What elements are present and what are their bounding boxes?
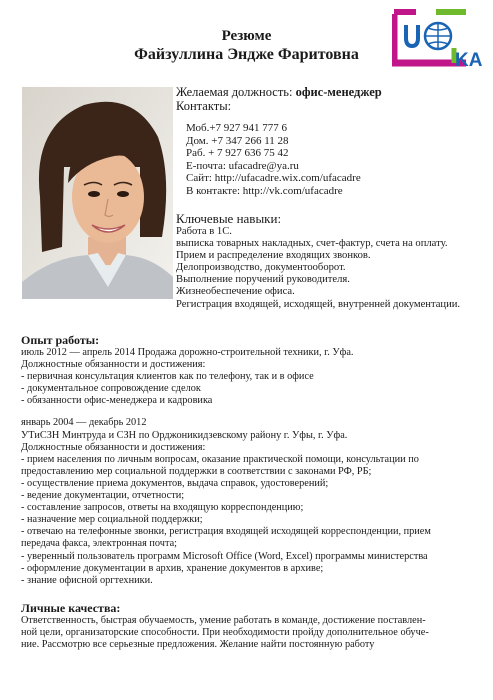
position-block: [176, 85, 382, 113]
job-company: УТиСЗН Минтруда и СЗН по Орджоникидзевскому району г. Уфы, г. Уфа.: [21, 429, 348, 441]
contact-email[interactable]: E-почта: ufacadre@ya.ru: [186, 159, 299, 172]
ufacadre-logo: [392, 8, 484, 70]
skill-item: Регистрация входящей, исходящей, внутренней документации.: [176, 298, 461, 310]
skills-list: [176, 226, 460, 311]
job-period: июль 2012 — апрель 2014 Продажа дорожно-строительной техники, г. Уфа.: [21, 347, 354, 358]
experience-title: Опыт работы:: [21, 333, 100, 347]
logo-ka-text: KA: [455, 50, 483, 70]
duty-item: - назначение мер социальной поддержки;: [21, 514, 203, 526]
duties-title: Должностные обязанности и достижения:: [21, 359, 206, 371]
contact-work: Раб. + 7 927 636 75 42: [186, 147, 289, 159]
skill-item: Делопроизводство, документооборот.: [176, 262, 346, 274]
duty-item: - документальное сопровождение сделок: [21, 383, 201, 395]
duty-item: - оформление документации в архив, хранение документов в архиве;: [21, 562, 324, 574]
personal-line: ние. Рассмотрю все серьезные предложения. Желание найти постоянную работу: [21, 638, 375, 650]
contact-site[interactable]: Сайт: http://ufacadre.wix.com/ufacadre: [186, 172, 361, 184]
desired-position: [176, 85, 382, 99]
person-name: Файзуллина Эндже Фаритовна: [134, 46, 359, 63]
duty-item: - знание офисной оргтехники.: [21, 574, 153, 586]
profile-photo: [22, 87, 173, 299]
duty-item: - прием населения по личным вопросам, оказание практической помощи, консультации по: [21, 453, 419, 465]
duties-title: Должностные обязанности и достижения:: [21, 441, 206, 453]
skill-item: Прием и распределение входящих звонков.: [176, 250, 371, 262]
duty-item: - составление запросов, ответы на входящую корреспонденцию;: [21, 502, 304, 514]
contacts-title: Контакты:: [176, 99, 232, 113]
skill-item: выписка товарных накладных, счет-фактур, счета на оплату.: [176, 238, 448, 250]
duty-item: - осуществление приема документов, выдача справок, удостоверений;: [21, 477, 329, 489]
duty-item: - обязанности офис-менеджера и кадровика: [21, 395, 213, 407]
main-section: [21, 333, 483, 651]
skills-title: Ключевые навыки:: [176, 211, 282, 226]
personal-line: ной цели, организаторские способности. При необходимости пройду дополнительное обуче-: [21, 626, 429, 638]
contact-mobile: Моб.+7 927 941 777 6: [186, 122, 288, 134]
contact-vk[interactable]: В контакте: http://vk.com/ufacadre: [186, 184, 343, 197]
position-label: Желаемая должность:: [176, 85, 293, 99]
contacts-list: [186, 122, 361, 197]
contact-home: Дом. +7 347 266 11 28: [186, 134, 289, 147]
duty-item: - отвечаю на телефонные звонки, регистрация входящей исходящей корреспонденции, прием: [21, 526, 431, 538]
skill-item: Работа в 1С.: [176, 226, 232, 237]
personal-line: Ответственность, быстрая обучаемость, умение работать в команде, достижение поставлен-: [21, 614, 426, 626]
duty-item: - ведение документации, отчетности;: [21, 490, 185, 502]
personal-title: Личные качества:: [21, 600, 121, 615]
duty-item: - уверенный пользователь программ Microsoft Office (Word, Excel) программы министерства: [21, 550, 428, 562]
skill-item: Жизнеобеспечение офиса.: [176, 286, 295, 298]
job-period: январь 2004 — декабрь 2012: [21, 417, 147, 429]
resume-title: Резюме: [221, 28, 272, 44]
duty-item: предоставлению мер социальной поддержки в соответствии с законами РФ, РБ;: [21, 465, 372, 477]
duty-item: - первичная консультация клиентов как по телефону, так и в офисе: [21, 371, 314, 383]
position-value: офис-менеджер: [295, 85, 382, 99]
duty-item: передача факса, электронная почта;: [21, 538, 178, 550]
skill-item: Выполнение поручений руководителя.: [176, 274, 350, 286]
